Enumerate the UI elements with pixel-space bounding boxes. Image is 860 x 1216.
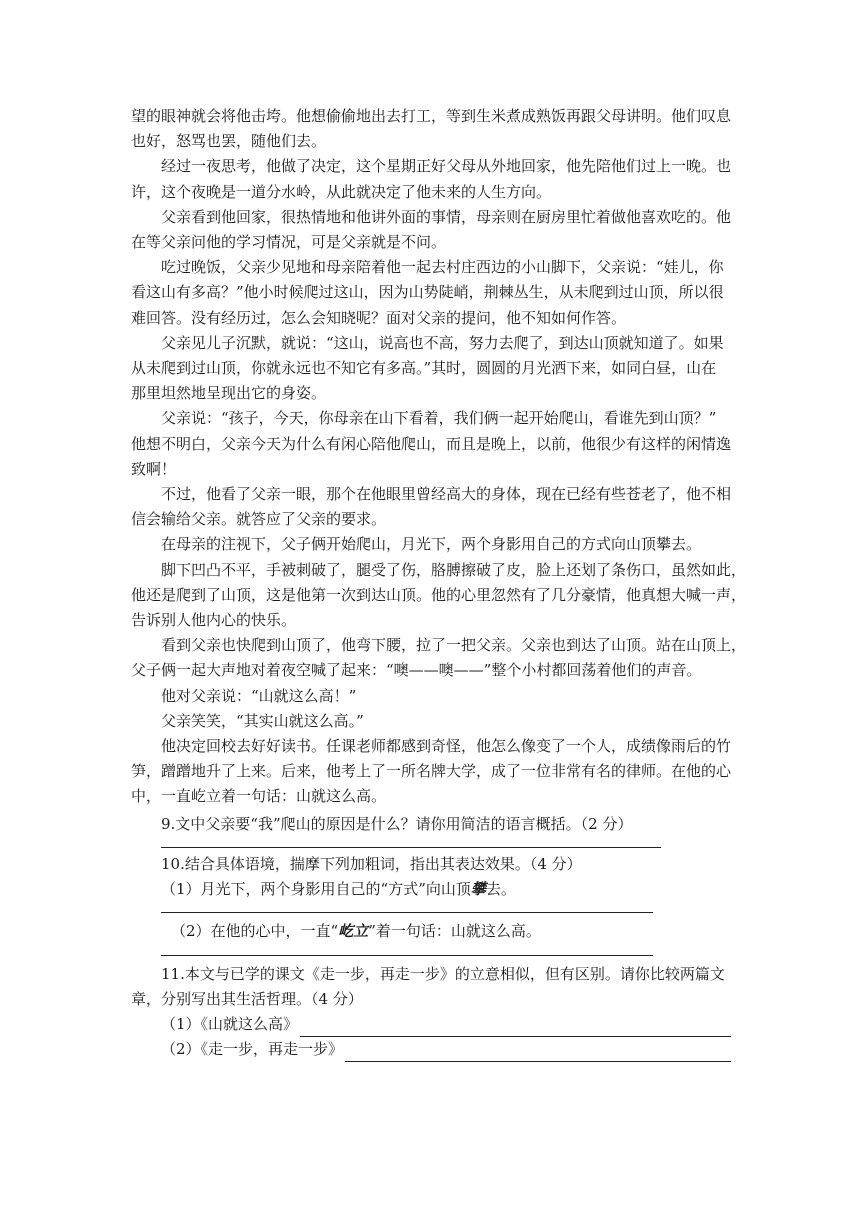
question-10-1-text: （1）月光下，两个身影用自己的“方式”向山顶	[161, 880, 471, 899]
answer-label: （2）《走一步，再走一步》	[161, 1040, 344, 1059]
text-line: 吃过晚饭，父亲少见地和母亲陪着他一起去村庄西边的小山脚下，父亲说：“娃儿，你	[161, 258, 724, 277]
bold-word: 屹立	[338, 922, 369, 941]
text-line: 不过，他看了父亲一眼，那个在他眼里曾经高大的身体，现在已经有些苍老了，他不相	[161, 485, 732, 504]
text-line: 在母亲的注视下，父子俩开始爬山，月光下，两个身影用自己的方式向山顶攀去。	[161, 535, 702, 554]
text-line: 看到父亲也快爬到山顶了，他弯下腰，拉了一把父亲。父亲也到达了山顶。站在山顶上，	[161, 636, 747, 655]
answer-line-q10-2[interactable]	[161, 955, 653, 956]
text-line: 父子俩一起大声地对着夜空喊了起来：“噢——噢——”整个小村都回荡着他们的声音。	[131, 661, 702, 680]
text-line: 笋，蹭蹭地升了上来。后来，他考上了一所名牌大学，成了一位非常有名的律师。在他的心	[131, 762, 732, 781]
answer-row-q11-1	[131, 1012, 731, 1037]
text-line: 他决定回校去好好读书。任课老师都感到奇怪，他怎么像变了一个人，成绩像雨后的竹	[161, 737, 732, 756]
text-line: 告诉别人他内心的快乐。	[131, 611, 297, 630]
text-line: 难回答。没有经历过，怎么会知晓呢？面对父亲的提问，他不知如何作答。	[131, 308, 627, 327]
answer-line-q11-1[interactable]	[300, 1018, 731, 1037]
text-line: 在等父亲问他的学习情况，可是父亲就是不问。	[131, 233, 447, 252]
question-10-2-text: （2）在他的心中，一直“	[171, 922, 339, 941]
bold-word: 攀	[470, 880, 486, 899]
question-10-1	[131, 877, 731, 902]
question-10-1-text-end: 去。	[485, 880, 516, 899]
answer-line-q11-2[interactable]	[345, 1043, 731, 1062]
text-line: 致啊！	[131, 459, 177, 478]
question-11-cont: 章，分别写出其生活哲理。（4 分）	[131, 989, 363, 1008]
question-10-2-text-end: ”着一句话：山就这么高。	[368, 922, 541, 941]
text-line: 许，这个夜晚是一道分水岭，从此就决定了他未来的人生方向。	[131, 182, 552, 201]
question-11: 11.本文与已学的课文《走一步，再走一步》的立意相似，但有区别。请你比较两篇文	[161, 964, 725, 983]
question-9: 9.文中父亲要“我”爬山的原因是什么？请你用简洁的语言概括。（2 分）	[161, 814, 633, 833]
text-line: 脚下凹凸不平，手被刺破了，腿受了伤，胳膊擦破了皮，脸上还划了条伤口，虽然如此，	[161, 560, 747, 579]
text-line: 也好，怒骂也罢，随他们去。	[131, 132, 327, 151]
text-line: 他想不明白，父亲今天为什么有闲心陪他爬山，而且是晚上，以前，他很少有这样的闲情逸	[131, 434, 732, 453]
text-line: 望的眼神就会将他击垮。他想偷偷地出去打工，等到生米煮成熟饭再跟父母讲明。他们叹息	[131, 107, 732, 125]
question-10-2	[131, 919, 731, 944]
text-line: 他对父亲说：“山就这么高！”	[161, 686, 357, 705]
answer-row-q11-2	[131, 1037, 731, 1062]
answer-label: （1）《山就这么高》	[161, 1014, 299, 1033]
text-line: 看这山有多高？”他小时候爬过这山，因为山势陡峭，荆棘丛生，从未爬到过山顶，所以很	[131, 283, 724, 302]
text-line: 父亲看到他回家，很热情地和他讲外面的事情，母亲则在厨房里忙着做他喜欢吃的。他	[161, 207, 732, 226]
text-line: 父亲说：“孩子，今天，你母亲在山下看着，我们俩一起开始爬山，看谁先到山顶？”	[161, 409, 717, 428]
document-body	[131, 104, 747, 1062]
text-line: 中，一直屹立着一句话：山就这么高。	[131, 787, 387, 806]
text-line: 父亲见儿子沉默，就说：“这山，说高也不高，努力去爬了，到达山顶就知道了。如果	[161, 333, 724, 352]
answer-line-q9[interactable]	[161, 847, 661, 848]
text-line: 父亲笑笑，“其实山就这么高。”	[161, 711, 364, 730]
answer-line-q10-1[interactable]	[161, 912, 653, 913]
text-line: 经过一夜思考，他做了决定，这个星期正好父母从外地回家，他先陪他们过上一晚。也	[161, 157, 732, 176]
text-line: 信会输给父亲。就答应了父亲的要求。	[131, 510, 387, 529]
text-line: 从未爬到过山顶，你就永远也不知它有多高。”其时，圆圆的月光洒下来，如同白昼，山在	[131, 359, 717, 378]
text-line: 他还是爬到了山顶，这是他第一次到达山顶。他的心里忽然有了几分豪情，他真想大喊一声，	[131, 585, 747, 604]
text-line: 那里坦然地呈现出它的身姿。	[131, 384, 327, 403]
question-10: 10.结合具体语境，揣摩下列加粗词，指出其表达效果。（4 分）	[161, 854, 582, 873]
